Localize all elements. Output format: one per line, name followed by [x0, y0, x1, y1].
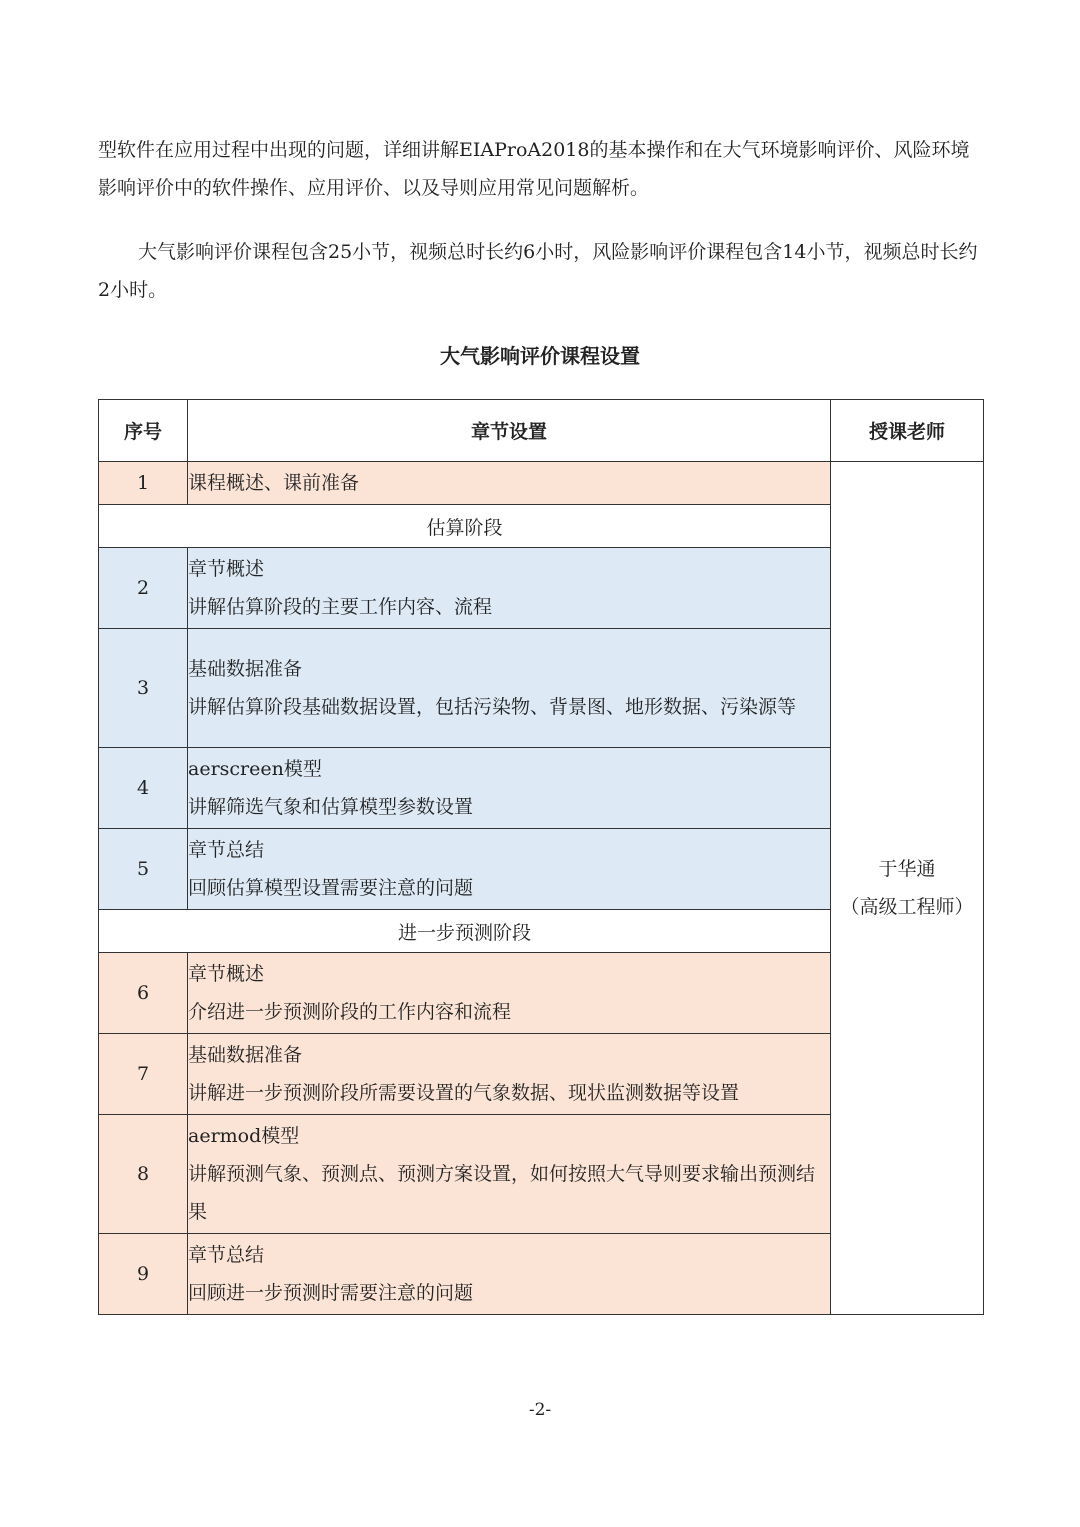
row-number: 7 [99, 1034, 188, 1115]
header-teacher: 授课老师 [831, 400, 984, 462]
row-content [188, 1115, 831, 1234]
row-number: 1 [99, 462, 188, 505]
course-table [98, 399, 984, 1315]
phase-label-estimation: 估算阶段 [99, 505, 831, 548]
course-summary-paragraph: 大气影响评价课程包含25小节，视频总时长约6小时，风险影响评价课程包含14小节，视频总时长约2小时。 [98, 241, 978, 301]
row-number: 9 [99, 1234, 188, 1315]
row-description: 回顾估算模型设置需要注意的问题 [188, 877, 474, 899]
table-title: 大气影响评价课程设置 [440, 344, 640, 368]
row-description: 回顾进一步预测时需要注意的问题 [188, 1282, 474, 1304]
phase-label-prediction: 进一步预测阶段 [99, 910, 831, 953]
row-number: 4 [99, 748, 188, 829]
row-description: 讲解估算阶段基础数据设置，包括污染物、背景图、地形数据、污染源等 [188, 696, 797, 718]
row-content [188, 953, 831, 1034]
row-title: 基础数据准备 [188, 658, 303, 680]
row-description: 介绍进一步预测阶段的工作内容和流程 [188, 1001, 512, 1023]
row-description: 讲解估算阶段的主要工作内容、流程 [188, 596, 493, 618]
row-content [188, 462, 831, 505]
row-number: 3 [99, 629, 188, 748]
row-content [188, 629, 831, 748]
row-number: 8 [99, 1115, 188, 1234]
teacher-cell [831, 462, 984, 1315]
row-content [188, 829, 831, 910]
page-number: -2- [528, 1400, 552, 1420]
table-header-row [99, 400, 984, 462]
row-description: 讲解预测气象、预测点、预测方案设置，如何按照大气导则要求输出预测结果 [188, 1163, 816, 1223]
row-title: aerscreen模型 [188, 758, 322, 780]
table-row [99, 462, 984, 505]
intro-paragraph-continued: 型软件在应用过程中出现的问题，详细讲解EIAProA2018的基本操作和在大气环境影响评价、风险环境影响评价中的软件操作、应用评价、以及导则应用常见问题解析。 [98, 139, 970, 199]
header-chapter: 章节设置 [188, 400, 831, 462]
row-title: 章节概述 [188, 963, 265, 985]
teacher-name: 于华通 [878, 858, 936, 880]
row-title: aermod模型 [188, 1125, 300, 1147]
row-number: 5 [99, 829, 188, 910]
row-content [188, 1234, 831, 1315]
row-title: 课程概述、课前准备 [188, 472, 360, 494]
row-title: 基础数据准备 [188, 1044, 303, 1066]
header-number: 序号 [99, 400, 188, 462]
row-title: 章节总结 [188, 1244, 265, 1266]
row-title: 章节概述 [188, 558, 265, 580]
row-content [188, 1034, 831, 1115]
row-title: 章节总结 [188, 839, 265, 861]
teacher-title: （高级工程师） [840, 896, 974, 918]
row-description: 讲解筛选气象和估算模型参数设置 [188, 796, 474, 818]
row-description: 讲解进一步预测阶段所需要设置的气象数据、现状监测数据等设置 [188, 1082, 740, 1104]
row-content [188, 548, 831, 629]
row-number: 6 [99, 953, 188, 1034]
row-number: 2 [99, 548, 188, 629]
row-content [188, 748, 831, 829]
